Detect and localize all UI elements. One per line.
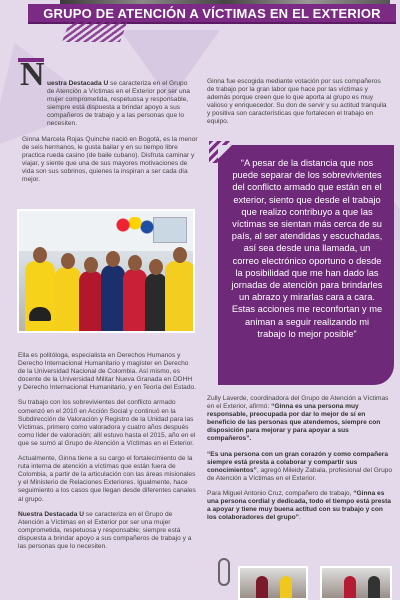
photo-person: [165, 261, 195, 331]
team-photo: [17, 209, 195, 333]
thumbnail-photo: [320, 566, 392, 600]
bio-text: Ginna Marcela Rojas Quinche nació en Bogotá, es la menor de seis hermanos, le gusta bailar y en su tiempo libre practica rueda casino (de baile cubano). Disfruta caminar y viajar, y siente que una de sus mayores motivaciones de vida son sus sobrinos, quienes la inspiran a ser cada día mejor.: [22, 136, 198, 184]
decorative-stripes: [62, 20, 128, 42]
hat-icon: [29, 307, 51, 321]
bio-paragraph: [22, 136, 198, 192]
paragraph-current-role: Actualmente, Ginna tiene a su cargo el fortalecimiento de la ruta interna de atención a víctimas que están fuera de Colombia, a partir de la articulación con las áreas misionales y el Ministerio de Relaciones Exteriores. Igualmente, hace seguimiento a los casos que llegan desde diferentes canales al grupo.: [18, 455, 196, 503]
drop-cap: N: [20, 56, 45, 93]
paperclip-icon: [218, 558, 230, 586]
pull-quote-text: “A pesar de la distancia que nos puede separar de los sobrevivientes del conflicto armado que están en el exterior, siento que desde el trabajo que realizo contribuyo a que las víctimas se sientan más cerca de su país, al ser atendidas y escuchadas, así sea desde una llamada, un correo electrónico oportuno o desde la posibilidad que me han dado las jornadas de atención para brindarles un abrazo y mirarlas cara a cara. Estas acciones me reconfortan y me animan a seguir realizando mi trabajo lo mejor posible”: [231, 158, 383, 339]
selection-paragraph: Ginna fue escogida mediante votación por sus compañeros de trabajo por la gran labor que hace por las víctimas y además porque creen que lo que aporta al grupo es muy valioso y enriquecedor. Su don de servir y su actitud tranquila y positiva son características que fortalecen el trabajo en equipo.: [207, 78, 387, 126]
thumbnail-photo: [238, 566, 308, 600]
right-column-testimonials: [207, 395, 393, 529]
photo-window: [153, 217, 187, 243]
miguel-end: .: [298, 514, 301, 522]
paragraph-closing: [18, 511, 196, 551]
zully-quote: “Ginna es una persona muy responsable, preocupada por dar lo mejor de sí en beneficio de las personas que atendemos, siempre con disposición para mejorar y para apoyar a sus compañeros”.: [207, 403, 381, 443]
testimonial-mileidy: [207, 451, 393, 483]
testimonial-miguel: [207, 490, 393, 522]
zully-intro: Zully Laverde, coordinadora del Grupo de Atención a Víctimas en el Exterior, afirmó:: [207, 395, 389, 411]
photo-person: [55, 267, 81, 331]
page-title: GRUPO DE ATENCIÓN A VÍCTIMAS EN EL EXTERIOR: [43, 5, 381, 21]
mileidy-quote: “Es una persona con un gran corazón y como compañera siempre está presta a colaborar y compartir sus conocimientos”: [207, 450, 389, 474]
paragraph-education: Ella es politóloga, especialista en Derechos Humanos y Derecho Internacional Humanitario y magíster en Derecho de la Universidad Nacional de Colombia. Así mismo, es docente de la Universidad Militar Nueva Granada en DDHH y Derecho Internacional Humanitario, y en Teoría del Estado.: [18, 352, 197, 392]
photo-person: [123, 269, 147, 331]
balloons-icon: [115, 217, 155, 237]
mileidy-attribution: , agregó Mileidy Zabala, profesional del Grupo de Atención a Víctimas en el Exterior.: [207, 466, 393, 482]
testimonial-zully: [207, 395, 393, 444]
miguel-intro: Para Miguel Antonio Cruz, compañero de trabajo,: [207, 489, 354, 497]
intro-text: se caracteriza en el Grupo de Atención a Víctimas en el Exterior por ser una mujer comprometida, respetuosa y responsable, siempre está dispuesta a brindar apoyo a sus compañeros de trabajo y a las personas que lo necesiten.: [47, 80, 190, 128]
closing-text: se caracteriza en el Grupo de Atención a Víctimas en el Exterior por ser una mujer comprometida, respetuosa y responsable; siempre está dispuesta a brindar apoyo a sus compañeros de trabajo y a las personas que lo necesiten.: [18, 510, 192, 550]
miguel-quote: “Ginna es una persona cordial y dedicada, todo el tiempo está presta a apoyar y tiene muy buena actitud con su trabajo y con los colaboradores del grupo”: [207, 489, 391, 522]
photo-person: [145, 273, 167, 331]
photo-person: [101, 265, 125, 331]
closing-bold: Nuestra Destacada U: [18, 510, 84, 518]
paragraph-career: Su trabajo con los sobrevivientes del conflicto armado comenzó en el 2010 en Acción Social y continuó en la Subdirección de Valoración y Registro de la Unidad para las Víctimas, primero como valoradora y cuatro años después como líder de valoración; allí estuvo hasta el 2015, año en el que se sumó al Grupo de Atención a Víctimas en el Exterior.: [18, 399, 196, 447]
left-column-body: [18, 352, 196, 558]
pull-quote: [218, 145, 394, 385]
intro-bold: uestra Destacada U: [47, 80, 109, 87]
photo-person: [79, 271, 103, 331]
right-column-intro: [207, 78, 389, 134]
intro-paragraph: [47, 80, 195, 136]
